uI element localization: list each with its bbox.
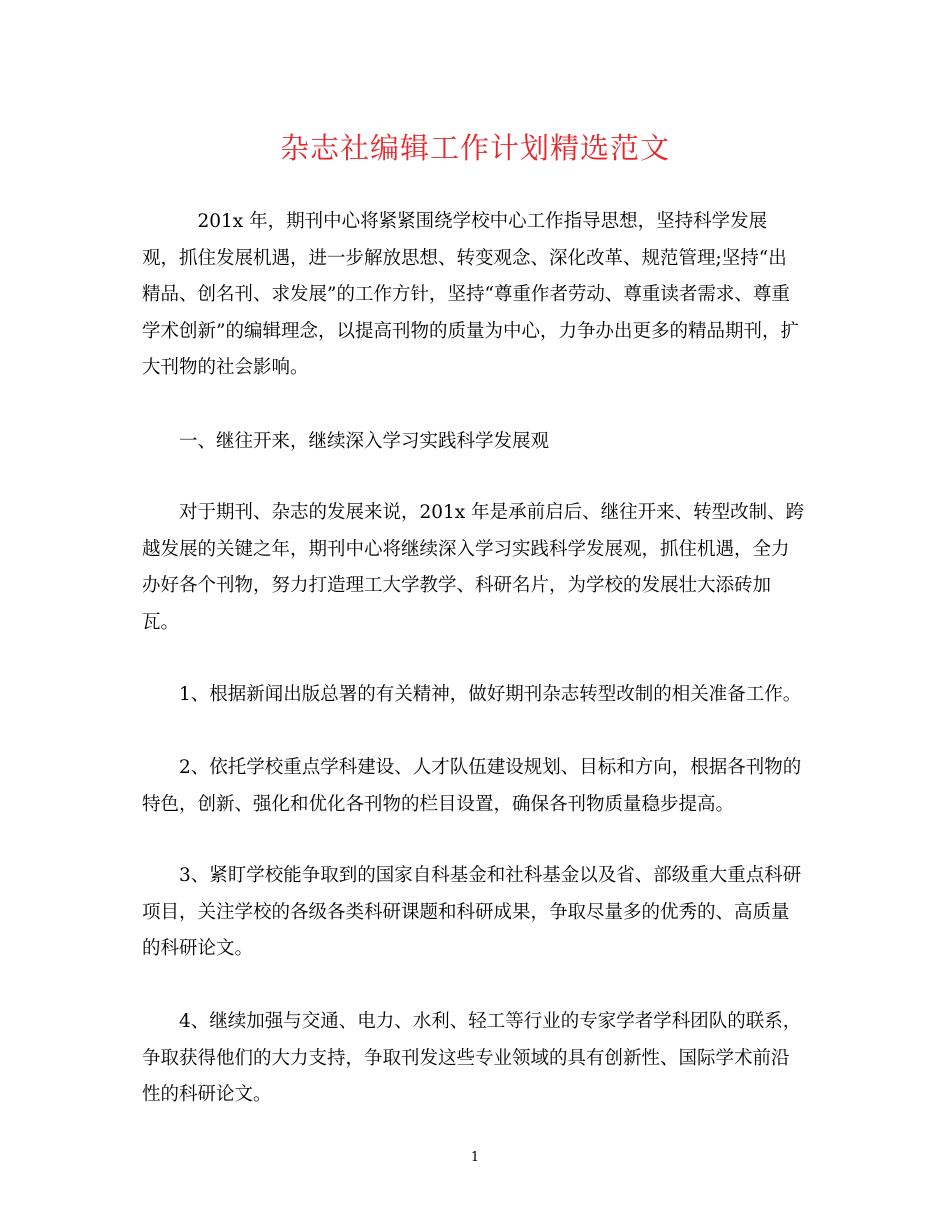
paragraph-line: 大刊物的社会影响。 [142,357,309,378]
page-number: 1 [470,1150,480,1165]
paragraph-line: 1、根据新闻出版总署的有关精神，做好期刊杂志转型改制的相关准备工作。 [142,684,802,705]
paragraph-line: 项目，关注学校的各级各类科研课题和科研成果，争取尽量多的优秀的、高质量 [142,901,790,923]
paragraph-line: 对于期刊、杂志的发展来说，201x 年是承前启后、继往开来、转型改制、跨 [142,502,805,523]
paragraph-line: 办好各个刊物，努力打造理工大学教学、科研名片，为学校的发展壮大添砖加 [142,575,772,596]
document-title: 杂志社编辑工作计划精选范文 [279,131,670,165]
heading-line: 一、继往开来，继续深入学习实践科学发展观 [142,431,550,452]
paragraph-line: 4、继续加强与交通、电力、水利、轻工等行业的专家学者学科团队的联系， [142,1011,802,1032]
paragraph-line: 特色，创新、强化和优化各刊物的栏目设置，确保各刊物质量稳步提高。 [142,793,735,815]
paragraph-line: 2、依托学校重点学科建设、人才队伍建设规划、目标和方向，根据各刊物的 [142,757,802,778]
paragraph-line: 观，抓住发展机遇，进一步解放思想、转变观念、深化改革、规范管理;坚持“出 [142,247,787,269]
list-item-4 [142,1004,807,1114]
intro-paragraph [142,204,807,387]
paragraph-line: 争取获得他们的大力支持，争取刊发这些专业领域的具有创新性、国际学术前沿 [142,1047,790,1069]
paragraph-line: 瓦。 [142,611,180,633]
paragraph-line: 201x 年，期刊中心将紧紧围绕学校中心工作指导思想，坚持科学发展 [142,211,768,232]
list-item-1 [142,677,807,714]
list-item-2 [142,750,807,823]
paragraph-line: 性的科研论文。 [142,1084,272,1105]
paragraph-line: 3、紧盯学校能争取到的国家自科基金和社科基金以及省、部级重大重点科研 [142,865,802,886]
paragraph-line: 的科研论文。 [142,938,254,959]
paragraph-line: 学术创新”的编辑理念，以提高刊物的质量为中心，力争办出更多的精品期刊，扩 [142,320,799,342]
list-item-3 [142,858,807,968]
section-heading [142,424,807,461]
section-body-paragraph [142,495,807,641]
paragraph-line: 精品、创名刊、求发展”的工作方针，坚持“尊重作者劳动、尊重读者需求、尊重 [142,284,790,305]
paragraph-line: 越发展的关键之年，期刊中心将继续深入学习实践科学发展观，抓住机遇，全力 [142,538,790,560]
